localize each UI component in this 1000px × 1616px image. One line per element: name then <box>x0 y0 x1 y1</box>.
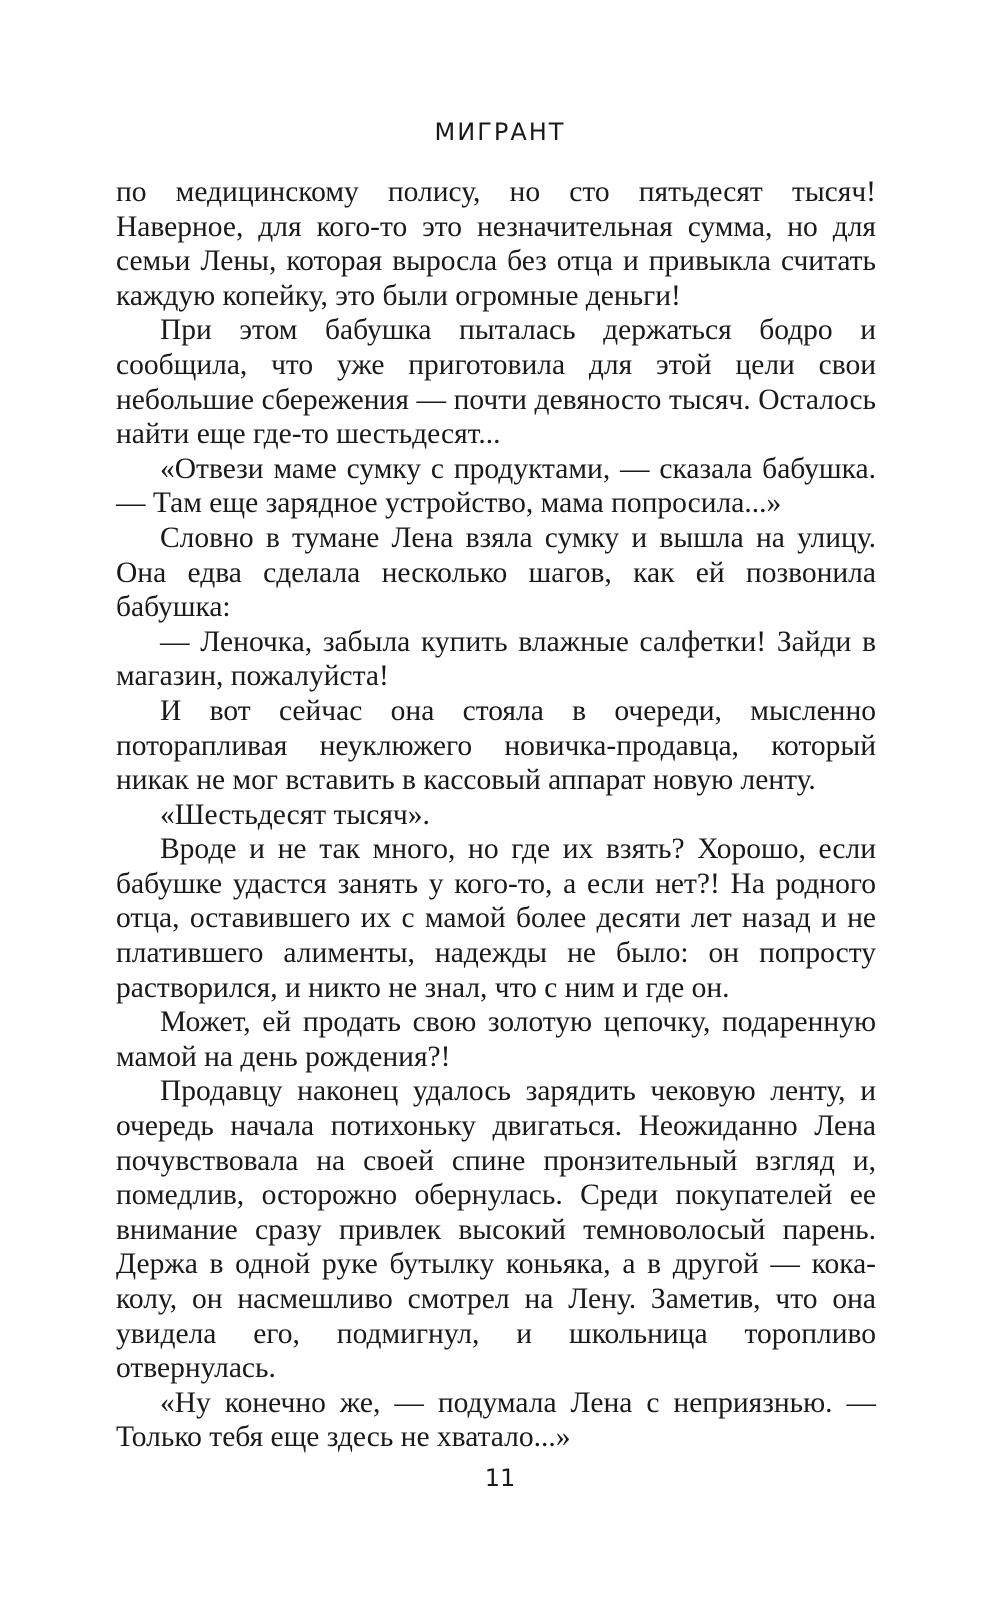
paragraph-8: Вроде и не так много, но где их взять? Хорошо, если бабушке удастся занять у кого-то, а если нет?! На родного отца, оставившего их с мамой более десяти лет назад и не платившего алименты, надежды не было: он попросту растворился, и никто не знал, что с ним и где он. <box>116 833 876 1004</box>
paragraph-9: Может, ей продать свою золотую цепочку, подаренную мамой на день рождения?! <box>116 1006 876 1073</box>
running-head: МИГРАНТ <box>434 118 566 146</box>
body-text <box>116 175 876 1455</box>
paragraph-6: И вот сейчас она стояла в очереди, мысленно поторапливая неуклюжего новичка-продавца, который никак не мог вставить в кассовый аппарат новую ленту. <box>116 694 876 797</box>
page-number: 11 <box>484 1464 516 1492</box>
paragraph-11: «Ну конечно же, — подумала Лена с неприязнью. — Только тебя еще здесь не хватало...» <box>116 1386 876 1454</box>
paragraph-7: «Шестьдесят тысяч». <box>160 798 430 831</box>
paragraph-10: Продавцу наконец удалось зарядить чековую ленту, и очередь начала потихоньку двигаться. Неожиданно Лена почувствовала на своей спине пронзительный взгляд и, помедлив, осторожно обернулась. Среди покупателей ее внимание сразу привлек высокий темноволосый парень. Держа в одной руке бутылку коньяка, а в другой — кока-колу, он насмешливо смотрел на Лену. Заметив, что она увидела его, подмигнул, и школьница торопливо отвернулась. <box>116 1075 876 1385</box>
paragraph-3: «Отвези маме сумку с продуктами, — сказала бабушка. — Там еще зарядное устройство, мама попросила...» <box>116 452 876 520</box>
paragraph-4: Словно в тумане Лена взяла сумку и вышла на улицу. Она едва сделала несколько шагов, как ей позвонила бабушка: <box>116 521 876 624</box>
paragraph-2: При этом бабушка пыталась держаться бодро и сообщила, что уже приготовила для этой цели свои небольшие сбережения — почти девяносто тысяч. Осталось найти еще где-то шестьдесят... <box>116 314 876 451</box>
paragraph-5: — Леночка, забыла купить влажные салфетки! Зайди в магазин, пожалуйста! <box>116 625 876 693</box>
paragraph-1: по медицинскому полису, но сто пятьдесят тысяч! Наверное, для кого-то это незначительная сумма, но для семьи Лены, которая выросла без отца и привыкла считать каждую копейку, это были огромные деньги! <box>116 176 876 312</box>
